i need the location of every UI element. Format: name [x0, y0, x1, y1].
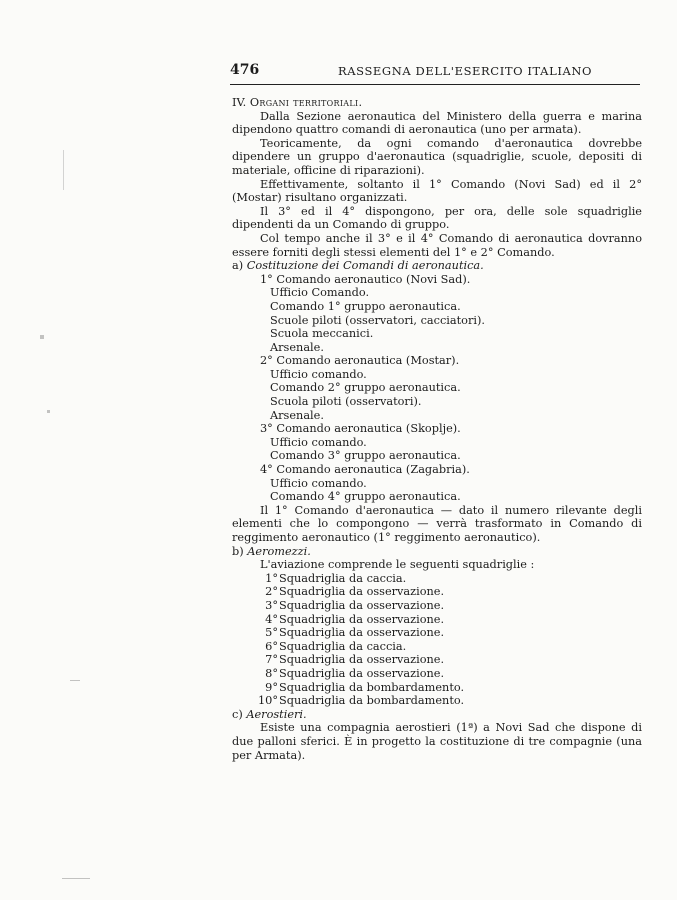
list-item [232, 626, 642, 640]
squadron-number: 7° [265, 653, 278, 667]
paragraph: Il 3° ed il 4° dispongono, per ora, delle sole squadriglie dipendenti da un Comando di gruppo. [232, 204, 642, 232]
command-block [232, 273, 642, 355]
scan-mark [47, 410, 50, 413]
subsection-title: Aerostieri. [246, 707, 307, 721]
subsection-b-heading [232, 545, 642, 559]
command-block [232, 354, 642, 422]
page-number: 476 [230, 62, 260, 78]
list-item: Comando 3° gruppo aeronautica. [270, 449, 461, 463]
list-item: Comando 4° gruppo aeronautica. [270, 490, 461, 504]
list-item: Scuole piloti (osservatori, cacciatori). [270, 313, 485, 327]
squadron-number: 10° [257, 694, 278, 708]
squadron-list [232, 572, 642, 708]
squadron-text: Squadriglia da bombardamento. [279, 680, 465, 694]
list-item [232, 694, 642, 708]
subsection-a-heading [232, 259, 642, 273]
paragraph: Col tempo anche il 3° e il 4° Comando di aeronautica dovranno essere forniti degli stessi elementi del 1° e 2° Comando. [232, 231, 642, 259]
squadron-number: 2° [265, 585, 278, 599]
scan-mark [40, 335, 44, 339]
subsection-label: a) [232, 259, 244, 273]
list-item: Scuola piloti (osservatori). [270, 395, 422, 409]
page-body [232, 96, 642, 762]
subsection-c-heading [232, 708, 642, 722]
squadron-text: Squadriglia da osservazione. [279, 612, 445, 626]
squadron-text: Squadriglia da osservazione. [279, 653, 445, 667]
command-block [232, 422, 642, 463]
squadron-number: 1° [265, 571, 278, 585]
paragraph: Effettivamente, soltanto il 1° Comando (Novi Sad) ed il 2° (Mostar) risultano organizzati. [232, 177, 642, 205]
squadron-number: 3° [265, 598, 278, 612]
section-number: IV. [232, 96, 247, 109]
section-heading [232, 96, 642, 110]
paragraph: Dalla Sezione aeronautica del Ministero della guerra e marina dipendono quattro comandi di aeronautica (uno per armata). [232, 109, 642, 137]
list-item: Ufficio comando. [270, 476, 367, 490]
list-item: Ufficio Comando. [270, 286, 370, 300]
section-title: Organi territoriali. [249, 96, 363, 109]
subsection-label: c) [232, 707, 243, 721]
squadron-number: 5° [265, 626, 278, 640]
list-item [232, 640, 642, 654]
list-item: Ufficio comando. [270, 435, 367, 449]
list-item [232, 599, 642, 613]
command-block [232, 463, 642, 504]
list-item [232, 667, 642, 681]
list-item: Scuola meccanici. [270, 327, 374, 341]
subsection-title: Aeromezzi. [247, 544, 311, 558]
subsection-label: b) [232, 544, 244, 558]
command-title: 1° Comando aeronautico (Novi Sad). [260, 272, 471, 286]
command-title: 2° Comando aeronautica (Mostar). [260, 354, 460, 368]
scan-mark [70, 680, 80, 681]
command-title: 3° Comando aeronautica (Skoplje). [260, 422, 461, 436]
list-item: Comando 2° gruppo aeronautica. [270, 381, 461, 395]
squadron-text: Squadriglia da caccia. [279, 639, 407, 653]
paragraph: Teoricamente, da ogni comando d'aeronautica dovrebbe dipendere un gruppo d'aeronautica (squadriglie, scuole, depositi di materiale, officine di riparazioni). [232, 136, 642, 177]
squadron-text: Squadriglia da osservazione. [279, 666, 445, 680]
squadron-number: 4° [265, 612, 278, 626]
list-item: Arsenale. [270, 408, 324, 422]
squadron-text: Squadriglia da bombardamento. [279, 694, 465, 708]
squadron-number: 8° [265, 666, 278, 680]
paragraph: Il 1° Comando d'aeronautica — dato il numero rilevante degli elementi che lo compongono — verrà trasformato in Comando di reggimento aeronautico (1° reggimento aeronautico). [232, 503, 642, 544]
list-item [232, 572, 642, 586]
scan-mark [63, 150, 64, 190]
list-item: Ufficio comando. [270, 367, 367, 381]
command-title: 4° Comando aeronautica (Zagabria). [260, 463, 470, 477]
squadron-text: Squadriglia da osservazione. [279, 626, 445, 640]
subsection-title: Costituzione dei Comandi di aeronautica. [246, 259, 484, 273]
list-item [232, 613, 642, 627]
running-title: RASSEGNA DELL'ESERCITO ITALIANO [338, 64, 593, 78]
list-item: Arsenale. [270, 340, 324, 354]
squadron-text: Squadriglia da caccia. [279, 571, 407, 585]
squadron-number: 6° [265, 639, 278, 653]
running-header [230, 62, 640, 85]
squadron-text: Squadriglia da osservazione. [279, 585, 445, 599]
list-item [232, 585, 642, 599]
list-item: Comando 1° gruppo aeronautica. [270, 299, 461, 313]
squadron-text: Squadriglia da osservazione. [279, 598, 445, 612]
paragraph: Esiste una compagnia aerostieri (1ª) a Novi Sad che dispone di due palloni sferici. È in progetto la costituzione di tre compagnie (una per Armata). [232, 721, 642, 762]
scan-mark [62, 878, 90, 879]
list-item [232, 653, 642, 667]
squadron-number: 9° [265, 680, 278, 694]
list-item [232, 681, 642, 695]
paragraph: L'aviazione comprende le seguenti squadriglie : [260, 558, 535, 572]
